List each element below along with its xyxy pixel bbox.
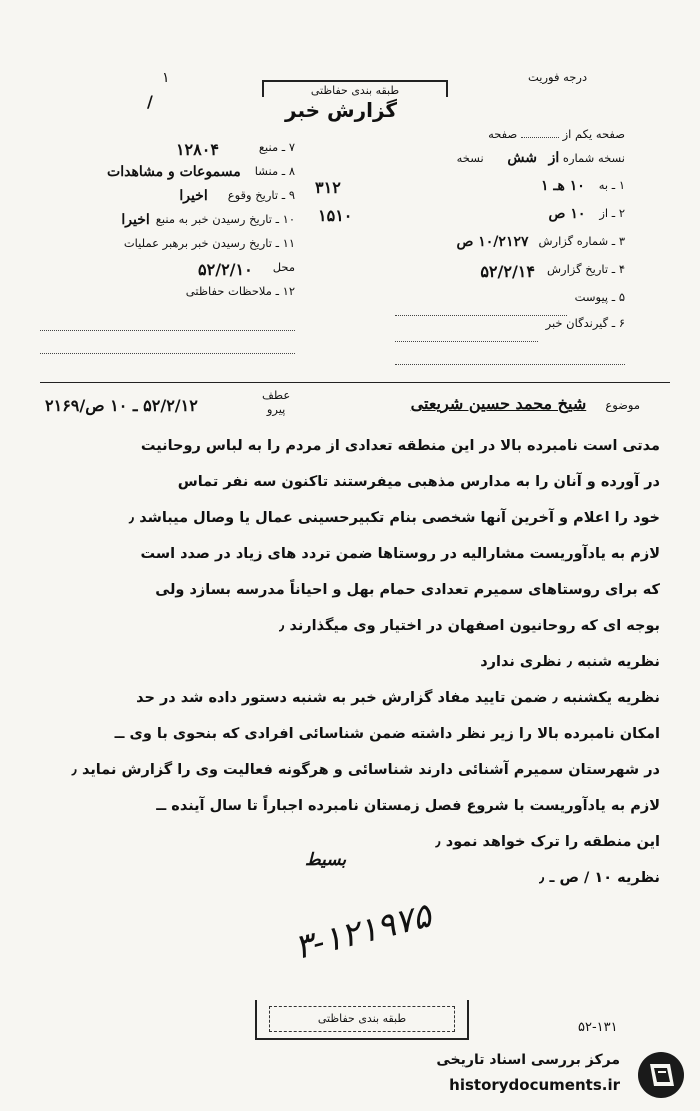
body-line: نظریه یکشنبه ٫ ضمن تایید مفاد گزارش خبر به شنبه دستور داده شد در حد: [136, 690, 660, 706]
field-report-date-value: ۵۲/۲/۱۴: [480, 262, 535, 281]
middle-mark-2: ۱۵۱۰: [318, 206, 353, 225]
ref-label-top: عطف: [262, 388, 291, 402]
copy-number-total: شش: [507, 150, 537, 166]
classification-top-text: طبقه بندی حفاظتی: [310, 84, 400, 97]
field-occurrence-date-label: ۹ ـ تاریخ وقوع: [227, 188, 295, 202]
fields-right: [395, 178, 625, 365]
field-operations-receipt-date-label: ۱۱ ـ تاریخ رسیدن خبر برهبر عملیات: [123, 236, 295, 250]
org-name: مرکز بررسی اسناد تاریخی: [436, 1052, 620, 1068]
field-source-receipt-date-value: اخیرا: [121, 212, 150, 228]
field-to-value: ۱۰ هـ ۱: [540, 178, 585, 194]
field-security-notes: [40, 284, 295, 308]
field-operations-receipt-date: [40, 236, 295, 260]
body-line: در شهرستان سمیرم آشنائی دارند شناسائی و هرگونه فعالیت وی را گزارش نماید ٫: [71, 762, 660, 778]
handwritten-number: [290, 888, 460, 998]
subject-value: شیخ محمد حسین شریعتی: [410, 394, 587, 413]
page-of-blank: [521, 137, 559, 138]
field-to-label: ۱ ـ به: [598, 178, 625, 192]
field-security-notes-label: ۱۲ ـ ملاحظات حفاظتی: [185, 284, 295, 298]
field-source-receipt-date-label: ۱۰ ـ تاریخ رسیدن خبر به منبع: [155, 212, 295, 226]
field-attachment-label: ۵ ـ پیوست: [574, 290, 625, 304]
body-line: مدتی است نامبرده بالا در این منطقه تعدادی از مردم را به لباس روحانیت: [140, 438, 660, 454]
field-recipients-line2: [395, 342, 625, 365]
website: historydocuments.ir: [449, 1076, 620, 1094]
field-to: [395, 178, 625, 206]
subject-row: [411, 394, 640, 413]
field-report-date-label: ۴ ـ تاریخ گزارش: [546, 262, 625, 276]
body-line: نظریه شنبه ٫ نظری ندارد: [480, 654, 660, 670]
field-occurrence-date: [40, 188, 295, 212]
body-line: این منطقه را ترک خواهد نمود ٫: [435, 834, 660, 850]
classification-bottom-inner: [269, 1006, 455, 1032]
archive-logo-icon: [636, 1050, 686, 1100]
field-origin: [40, 164, 295, 188]
copy-number-value: از: [548, 150, 560, 166]
signature: بسیط: [305, 850, 347, 870]
body-line: نظریه ۱۰ / ص ـ ٫: [539, 870, 660, 886]
field-recipients-label: ۶ ـ گیرندگان خبر: [545, 316, 625, 330]
field-notes-line2: [40, 331, 295, 354]
field-source-value: ۱۲۸۰۴: [175, 140, 219, 159]
field-from-value: ۱۰ ص: [548, 206, 586, 222]
field-attachment: [395, 290, 625, 316]
field-report-number: [395, 234, 625, 262]
body-line: خود را اعلام و آخرین آنها شخصی بنام تکبیرحسینی عمال یا وصال میباشد ٫: [128, 510, 660, 526]
field-from: [395, 206, 625, 234]
field-from-label: ۲ ـ از: [599, 206, 625, 220]
body-line: بوجه ای که روحانیون اصفهان در اختیار وی میگذارند ٫: [279, 618, 660, 634]
ref-value: ۵۲/۲/۱۲ ـ ۱۰ ص/۲۱۶۹: [45, 396, 198, 415]
field-attachment-blank: [395, 290, 567, 316]
field-report-number-value: ۱۰/۲۱۲۷ ص: [456, 234, 529, 250]
classification-top: [262, 80, 448, 97]
copy-word: نسخه: [456, 151, 484, 165]
body-line: لازم به یادآوریست با شروع فصل زمستان نامبرده اجباراً تا سال آینده ــ: [156, 798, 660, 814]
field-source-label: ۷ ـ منبع: [258, 140, 295, 154]
copy-number-label: نسخه شماره: [562, 151, 625, 165]
field-report-number-label: ۳ ـ شماره گزارش: [538, 234, 625, 248]
body-line: لازم به یادآوریست مشارالیه در روستاها ضمن تردد های زیاد در صدد است: [140, 546, 660, 562]
fields-left: [40, 140, 295, 354]
slash-mark: /: [147, 92, 153, 111]
field-source-receipt-date: [40, 212, 295, 236]
field-notes-line1: [40, 308, 295, 331]
ref-labels: [262, 388, 290, 416]
page-mark: ۱: [162, 70, 170, 86]
form-title: گزارش خبر: [285, 98, 398, 122]
field-location-value: ۵۲/۲/۱۰: [198, 260, 253, 279]
form-code: ۵۲-۱۳۱: [578, 1020, 618, 1035]
handwritten-number-text: ۳-۱۲۱۹۷۵: [290, 895, 436, 968]
copy-number: [457, 150, 625, 166]
priority-label: درجه فوریت: [528, 70, 588, 84]
divider-top: [40, 382, 670, 383]
field-location-label: محل: [272, 260, 295, 274]
page-word: صفحه: [488, 127, 518, 141]
field-source: [40, 140, 295, 164]
field-location: [40, 260, 295, 284]
classification-bottom: [255, 1000, 469, 1040]
body-line: که برای روستاهای سمیرم تعدادی حمام بهل و احیاناً مدرسه بسازد ولی: [155, 582, 660, 598]
field-origin-value: مسموعات و مشاهدات: [107, 164, 241, 180]
body-line: در آورده و آنان را به مدارس مذهبی میفرستند تاکنون سه نفر تماس: [177, 474, 660, 490]
subject-label: موضوع: [605, 398, 640, 412]
body-line: امکان نامبرده بالا را زیر نظر داشته ضمن شناسائی افرادی که بنحوی با وی ــ: [114, 726, 660, 742]
ref-label-bottom: پیرو: [266, 402, 286, 416]
field-recipients: [395, 316, 625, 342]
classification-bottom-text: طبقه بندی حفاظتی: [317, 1012, 407, 1025]
page-of: [488, 127, 625, 141]
field-origin-label: ۸ ـ منشا: [254, 164, 295, 178]
middle-mark-1: ۳۱۲: [315, 178, 341, 197]
report-body: [55, 428, 660, 896]
field-recipients-blank: [395, 316, 538, 342]
field-occurrence-date-value: اخیرا: [179, 188, 208, 204]
page-of-text: صفحه یکم از: [562, 127, 625, 141]
field-report-date: [395, 262, 625, 290]
